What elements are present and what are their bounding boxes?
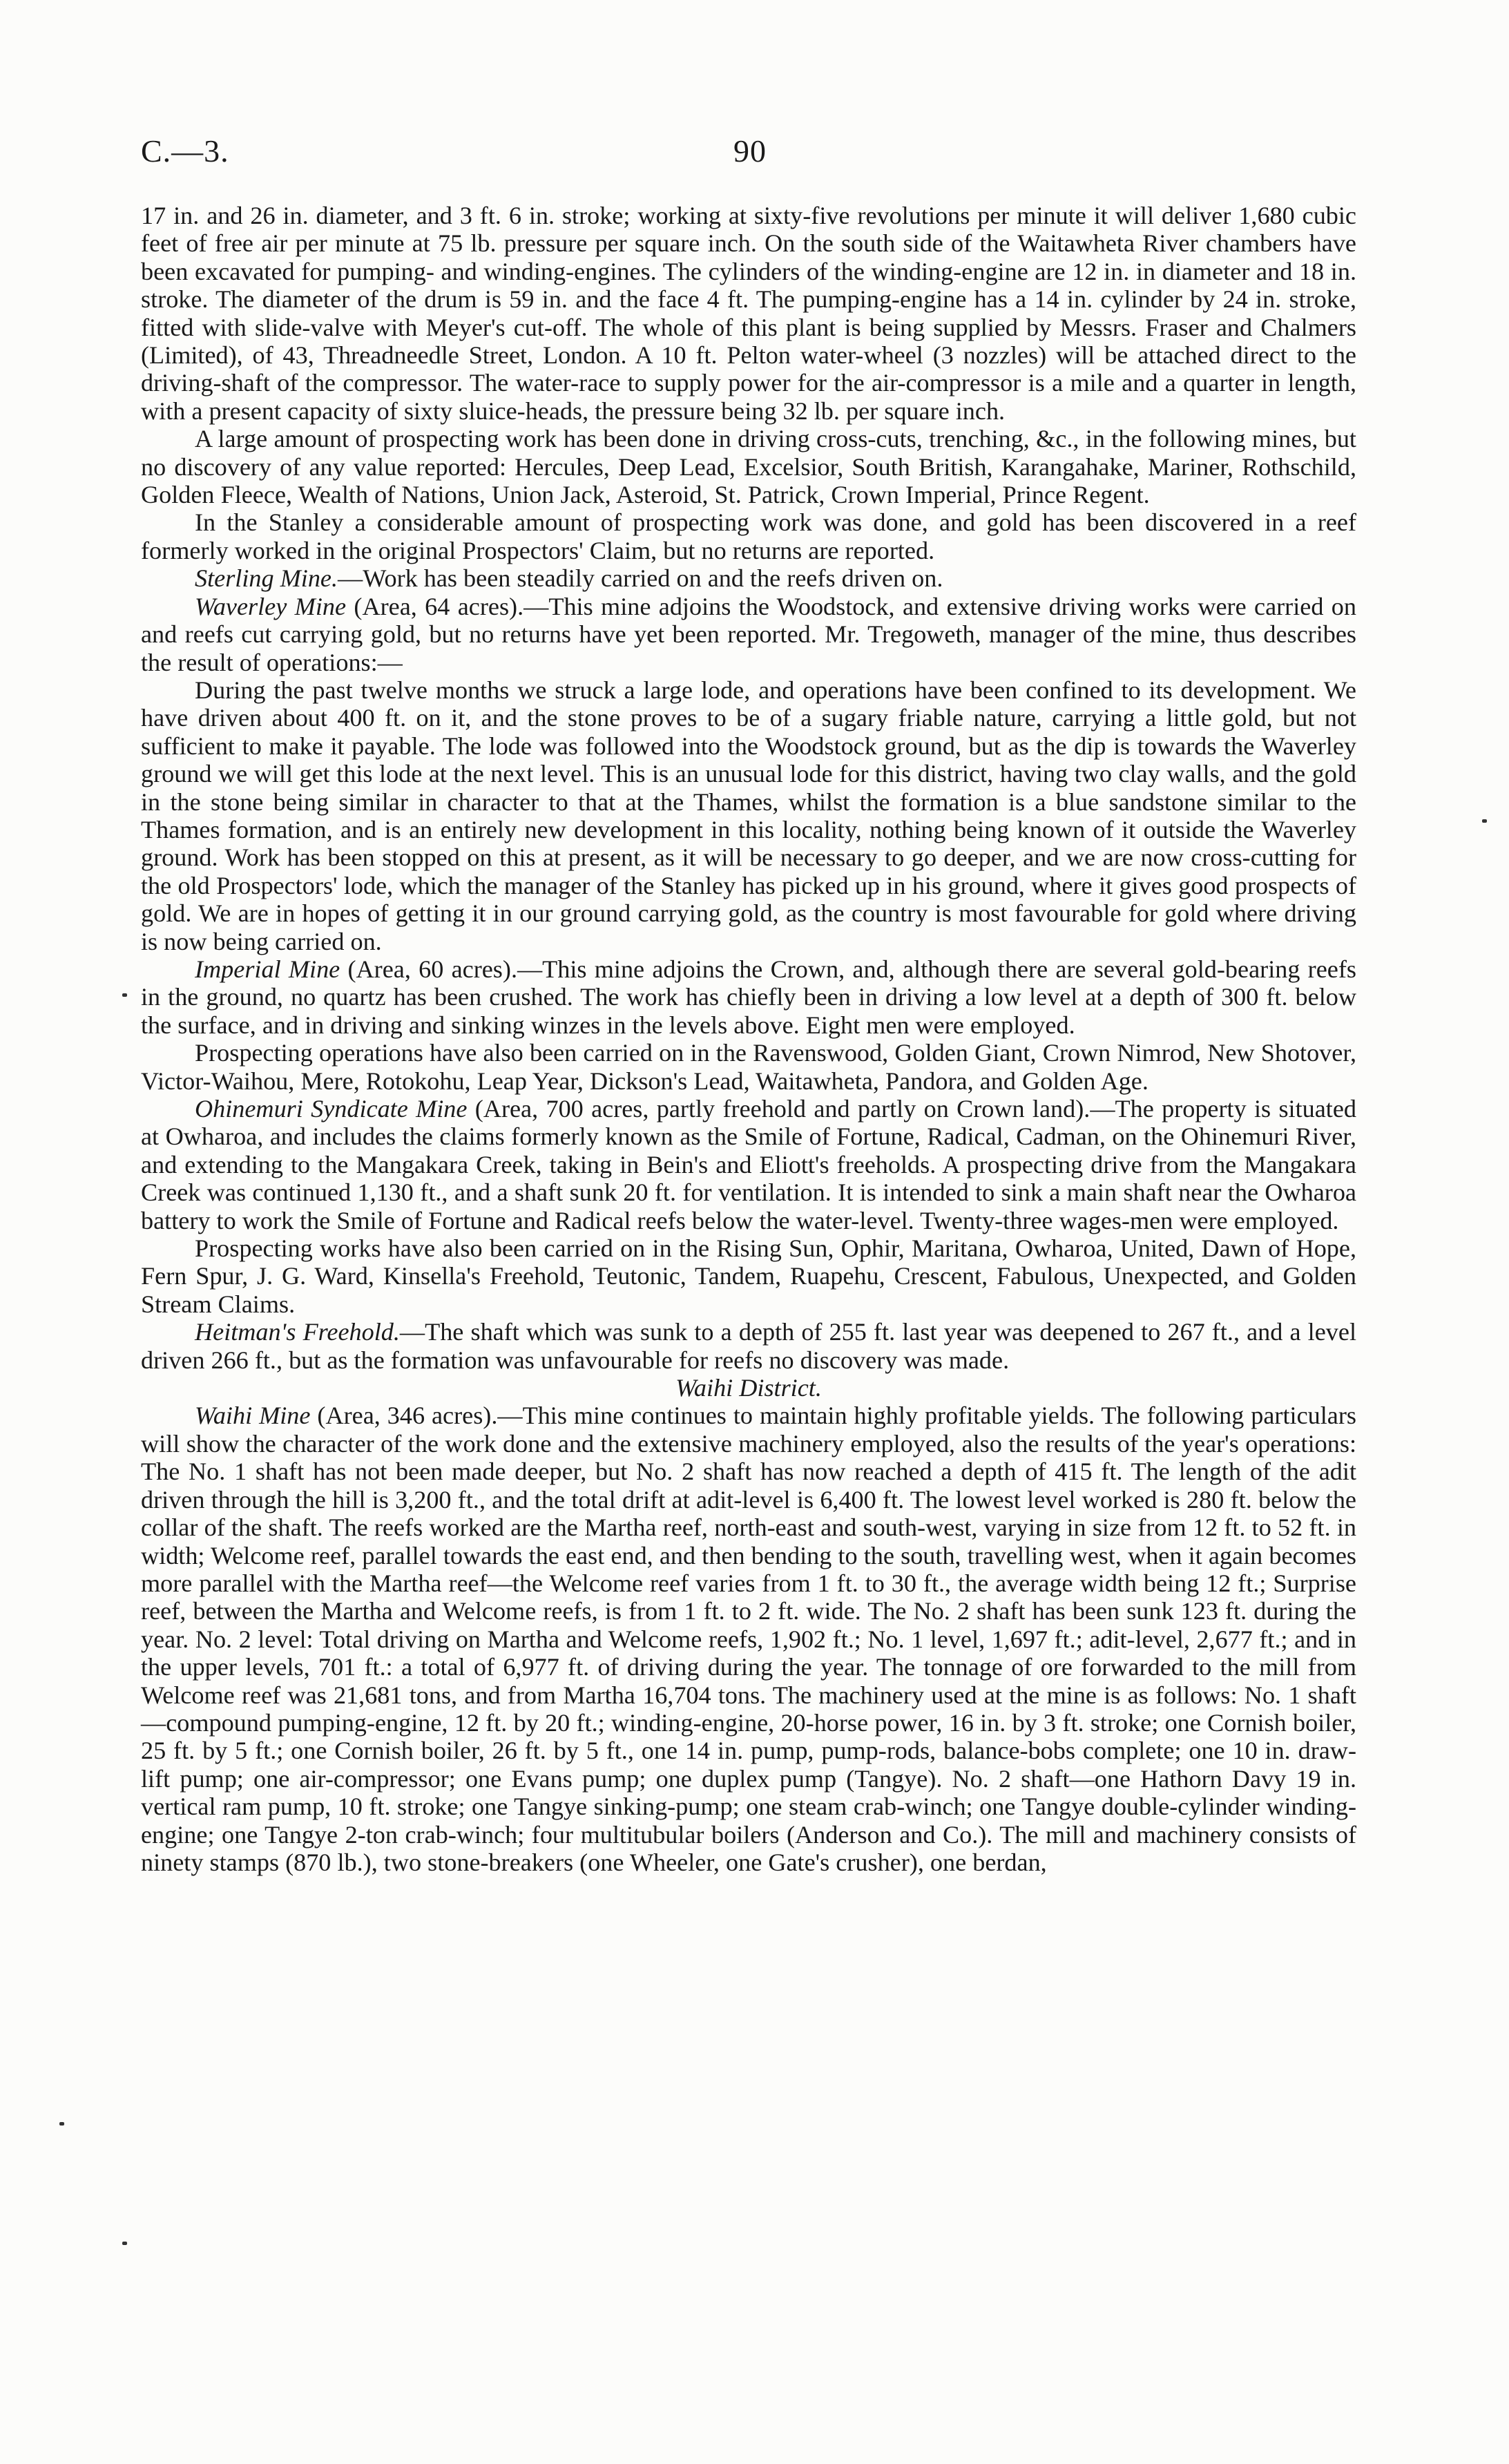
mine-title: Ohinemuri Syndicate Mine [195,1095,468,1123]
mine-title: Waverley Mine [195,592,347,620]
paragraph-continuation: 17 in. and 26 in. diameter, and 3 ft. 6 in. stroke; working at sixty-five revolutions per minute it will deliver 1,680 cubic feet of free air per minute at 75 lb. pressure per square inch. On the south side of the Waitawheta River chambers have been excavated for pumping- and winding-engines. The cylinders of the winding-engine are 12 in. in diameter and 18 in. stroke. The diameter of the drum is 59 in. and the face 4 ft. The pumping-engine has a 14 in. cylinder by 24 in. stroke, fitted with slide-valve with Meyer's cut-off. The whole of this plant is being supplied by Messrs. Fraser and Chalmers (Limited), of 43, Threadneedle Street, London. A 10 ft. Pelton water-wheel (3 nozzles) will be attached direct to the driving-shaft of the compressor. The water-race to supply power for the air-compressor is a mile and a quarter in length, with a present capacity of sixty sluice-heads, the pressure being 32 lb. per square inch. [141,202,1356,425]
paragraph-stanley: In the Stanley a considerable amount of prospecting work was done, and gold has been discovered in a reef formerly worked in the original Prospectors' Claim, but no returns are reported. [141,508,1356,564]
paragraph-imperial-mine [141,955,1356,1039]
paragraph-text: —The shaft which was sunk to a depth of 255 ft. last year was deepened to 267 ft., and a level driven 266 ft., but as the formation was unfavourable for reefs no discovery was made. [141,1318,1356,1374]
paragraph-text: —Work has been steadily carried on and the reefs driven on. [338,564,943,593]
section-heading: Waihi District. [675,1374,822,1402]
mine-title: Waihi Mine [195,1402,311,1430]
mine-title: Sterling Mine. [195,564,338,593]
paragraph-text: (Area, 60 acres).—This mine adjoins the Crown, and, although there are several gold-bearing reefs in the ground, no quartz has been crushed. The work has chiefly been in driving a low level at a depth of 300 ft. below the surface, and in driving and sinking winzes in the levels above. Eight men were employed. [141,955,1356,1039]
paragraph-manager-quote: During the past twelve months we struck a large lode, and operations have been confined to its development. We have driven about 400 ft. on it, and the stone proves to be of a sugary friable nature, carrying a little gold, but not sufficient to make it payable. The lode was followed into the Woodstock ground, but as the dip is towards the Waverley ground we will get this lode at the next level. This is an unusual lode for this district, having two clay walls, and the gold in the stone being similar in character to that at the Thames, whilst the formation is a blue sandstone similar to the Thames formation, and is an entirely new development in this locality, nothing being known of it outside the Waverley ground. Work has been stopped on this at present, as it will be necessary to go deeper, and we are now cross-cutting for the old Prospectors' lode, which the manager of the Stanley has picked up in his ground, where it gives good prospects of gold. We are in hopes of getting it in our ground carrying gold, as the country is most favourable for gold where driving is now being carried on. [141,676,1356,955]
series-code: C.—3. [141,133,229,169]
paragraph-text: (Area, 346 acres).—This mine continues to maintain highly profitable yields. The following particulars will show the character of the work done and the extensive machinery employed, also the results of the year's operations: The No. 1 shaft has not been made deeper, but No. 2 shaft has now reached a depth of 415 ft. The length of the adit driven through the hill is 3,200 ft., and the total drift at adit-level is 6,400 ft. The lowest level worked is 280 ft. below the collar of the shaft. The reefs worked are the Martha reef, north-east and south-west, varying in size from 12 ft. to 52 ft. in width; Welcome reef, parallel towards the east end, and then bending to the south, travelling west, when it again becomes more parallel with the Martha reef—the Welcome reef varies from 1 ft. to 30 ft., the average width being 12 ft.; Surprise reef, between the Martha and Welcome reefs, is from 1 ft. to 2 ft. wide. The No. 2 shaft has been sunk 123 ft. during the year. No. 2 level: Total driving on Martha and Welcome reefs, 1,902 ft.; No. 1 level, 1,697 ft.; adit-level, 2,677 ft.; and in the upper levels, 701 ft.: a total of 6,977 ft. of driving during the year. The tonnage of ore forwarded to the mill from Welcome reef was 21,681 tons, and from Martha 16,704 tons. The machinery used at the mine is as follows: No. 1 shaft—compound pumping-engine, 12 ft. by 20 ft.; winding-engine, 20-horse power, 16 in. by 3 ft. stroke; one Cornish boiler, 25 ft. by 5 ft.; one Cornish boiler, 26 ft. by 5 ft., one 14 in. pump, pump-rods, balance-bobs complete; one 10 in. draw-lift pump; one air-compressor; one Evans pump; one duplex pump (Tangye). No. 2 shaft—one Hathorn Davy 19 in. vertical ram pump, 10 ft. stroke; one Tangye sinking-pump; one steam crab-winch; one Tangye double-cylinder winding-engine; one Tangye 2-ton crab-winch; four multitubular boilers (Anderson and Co.). The mill and machinery consists of ninety stamps (870 lb.), two stone-breakers (one Wheeler, one Gate's crusher), one berdan, [141,1402,1356,1876]
paragraph-ohinemuri-syndicate [141,1095,1356,1234]
paragraph-text: (Area, 64 acres).—This mine adjoins the Woodstock, and extensive driving works were carried on and reefs cut carrying gold, but no returns have yet been reported. Mr. Tregoweth, manager of the mine, thus describes the result of operations:— [141,592,1356,676]
body-text [141,202,1356,1876]
paragraph-heitmans-freehold [141,1318,1356,1374]
mine-title: Heitman's Freehold. [195,1318,400,1346]
paragraph-prospecting-operations: Prospecting operations have also been carried on in the Ravenswood, Golden Giant, Crown Nimrod, New Shotover, Victor-Waihou, Mere, Rotokohu, Leap Year, Dickson's Lead, Waitawheta, Pandora, and Golden Age. [141,1039,1356,1095]
paragraph-prospecting-works: Prospecting works have also been carried on in the Rising Sun, Ophir, Maritana, Owharoa, United, Dawn of Hope, Fern Spur, J. G. Ward, Kinsella's Freehold, Teutonic, Tandem, Ruapehu, Crescent, Fabulous, Unexpected, and Golden Stream Claims. [141,1234,1356,1318]
paragraph-prospecting-mines: A large amount of prospecting work has been done in driving cross-cuts, trenching, &c., in the following mines, but no discovery of any value reported: Hercules, Deep Lead, Excelsior, South British, Karangahake, Mariner, Rothschild, Golden Fleece, Wealth of Nations, Union Jack, Asteroid, St. Patrick, Crown Imperial, Prince Regent. [141,425,1356,509]
paragraph-waverley-mine [141,593,1356,676]
margin-mark [59,2122,64,2126]
paragraph-waihi-mine [141,1402,1356,1876]
mine-title: Imperial Mine [195,955,340,983]
paragraph-sterling-mine [141,564,1356,592]
paragraph-text: (Area, 700 acres, partly freehold and partly on Crown land).—The property is situated at Owharoa, and includes the claims formerly known as the Smile of Fortune, Radical, Cadman, on the Ohinemuri River, and extending to the Mangakara Creek, taking in Bein's and Eliott's freeholds. A prospecting drive from the Mangakara Creek was continued 1,130 ft., and a shaft sunk 20 ft. for ventilation. It is intended to sink a main shaft near the Owharoa battery to work the Smile of Fortune and Radical reefs below the water-level. Twenty-three wages-men were employed. [141,1095,1356,1234]
page-number: 90 [733,133,767,169]
margin-mark [1482,819,1487,823]
margin-mark [122,2242,127,2245]
margin-mark [122,993,127,997]
